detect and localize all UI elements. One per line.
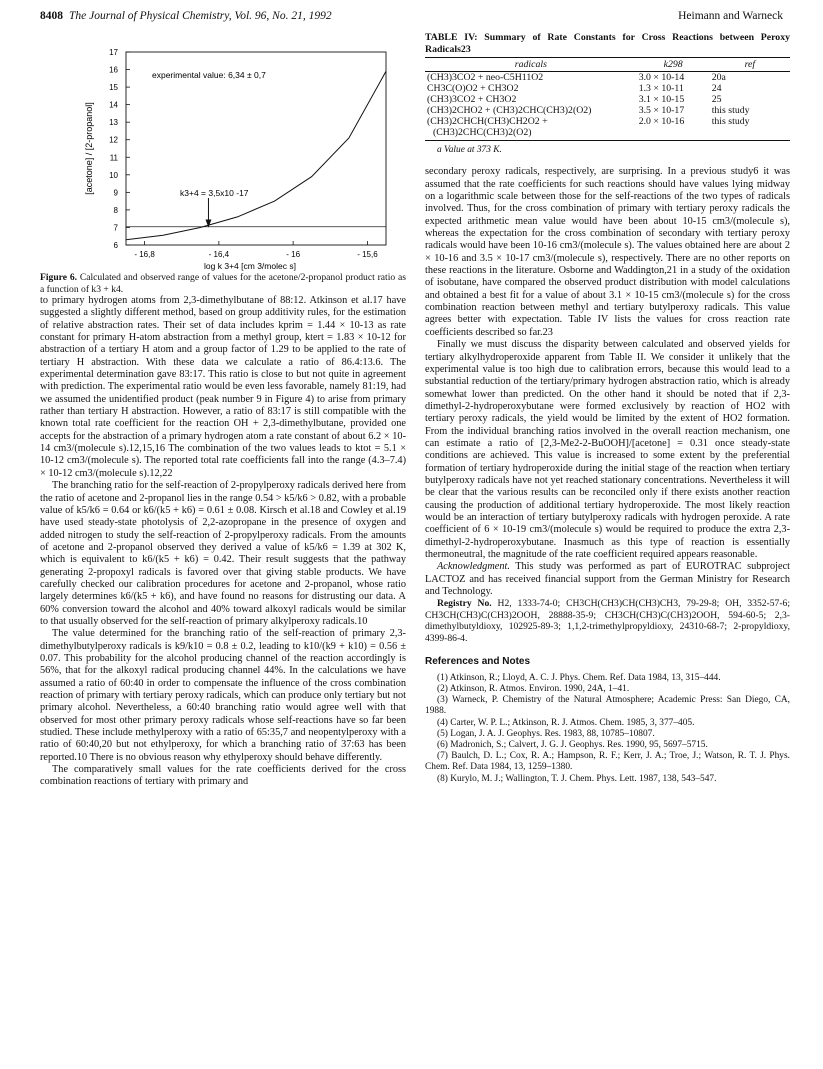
table-cell: CH3C(O)O2 + CH3O2 <box>427 83 519 94</box>
y-tick-label: 14 <box>109 100 118 110</box>
reference-item: (2) Atkinson, R. Atmos. Environ. 1990, 24A, 1–41. <box>437 683 630 694</box>
table-cell: (CH3)2CHC(CH3)2(O2) <box>425 127 637 141</box>
acknowledgment <box>425 561 790 598</box>
table-row <box>425 83 790 94</box>
reference-item: (4) Carter, W. P. L.; Atkinson, R. J. Atmos. Chem. 1985, 3, 377–405. <box>437 717 695 728</box>
table-cell: 3.0 × 10-14 <box>638 72 685 83</box>
reference-item: (1) Atkinson, R.; Lloyd, A. C. J. Phys. Chem. Ref. Data 1984, 13, 315–444. <box>437 672 721 683</box>
y-tick-label: 13 <box>109 118 118 128</box>
left-column <box>40 40 406 789</box>
figure-caption <box>40 272 406 295</box>
table-footnote: a Value at 373 K. <box>437 145 502 155</box>
plot-frame <box>126 52 386 245</box>
table-cell: 3.5 × 10-17 <box>638 105 685 116</box>
reference-item: (5) Logan, J. A. J. Geophys. Res. 1983, 88, 10785–10807. <box>437 728 655 739</box>
right-column <box>425 32 790 785</box>
x-tick-label: - 15,6 <box>357 250 378 259</box>
table-title: TABLE IV: Summary of Rate Constants for Cross Reactions between Peroxy Radicals23 <box>425 32 790 55</box>
references-heading: References and Notes <box>425 656 531 668</box>
y-tick-label: 11 <box>109 153 118 163</box>
figure-6 <box>40 40 406 272</box>
figure-caption-text: Calculated and observed range of values for the acetone/2-propanol product ratio as a function of k3 + k4. <box>40 272 406 295</box>
table-cell: (CH3)2CHO2 + (CH3)2CHC(CH3)2(O2) <box>427 105 592 116</box>
y-tick-label: 16 <box>109 65 118 75</box>
table-row <box>425 116 790 127</box>
y-axis-label: [acetone] / [2-propanol] <box>84 102 94 195</box>
table-cell: 3.1 × 10-15 <box>638 94 685 105</box>
table-header-radicals: radicals <box>425 58 637 72</box>
table-cell: (CH3)2CHCH(CH3)CH2O2 + <box>427 116 548 127</box>
series-line <box>126 71 386 239</box>
x-tick-label: - 16 <box>286 250 301 259</box>
acknowledgment-text: This study was performed as part of EUROTRAC subproject LACTOZ and has received financial support from the German Ministry for Research and Technology. <box>425 561 790 598</box>
table-cell: (CH3)3CO2 + neo-C5H11O2 <box>427 72 544 83</box>
table-cell: 25 <box>711 94 722 105</box>
x-tick-label: - 16,8 <box>134 250 155 259</box>
table-header-k298: k298 <box>637 58 710 72</box>
y-tick-label: 12 <box>109 135 118 145</box>
running-header <box>40 10 783 28</box>
acknowledgment-label: Acknowledgment. <box>437 561 510 573</box>
references-list <box>425 673 790 785</box>
left-paragraph-2: The branching ratio for the self-reaction of 2-propylperoxy radicals derived here from the ratio of acetone and 2-propanol lies in the range 0.54 > k5/k6 > 0.82, with a probable value of k5/k6 = 0.64 or k6/(k5 + k6) = 0.61 ± 0.08. Kirsch et al.18 and Cowley et al.19 have used steady-state photolysis of 2,2-azopropane in the presence of oxygen and added nitrogen to study the self-reaction of 2-propylperoxy radicals. From the amounts of acetone and 2-propanol observed they derived a value of k5/k6 = 1.39 at 302 K, which is equivalent to k6/(k5 + k6) = 0.42. Their result suggests that the pathway generating 2-propoxyl radicals is favored over that giving stable products. We have carefully checked our calibration procedures for acetone and 2-propanol, whose ratio largely determines k6/(k5 + k6), and have found no reasons for distrusting our data. A 60% conversion toward the alcohol and 40% toward alkoxyl radicals would be similar to that usually observed for the self-reaction of primary alkylperoxy radicals.10 <box>40 480 406 627</box>
table-cell: 2.0 × 10-16 <box>638 116 685 127</box>
y-tick-label: 15 <box>109 83 118 93</box>
right-paragraph-1: secondary peroxy radicals, respectively, are surprising. In a previous study6 it was assumed that the rate coefficients for such reactions should have values lying midway on a logarithmic scale between those for the self-reactions of the two types of radicals involved. Thus, for the cross combination of primary with tertiary peroxy radicals the expected arithmetic mean value would have been about 10-15 cm3/(molecule s), whereas the expectation for the cross combination of secondary with tertiary peroxy radicals would have been 10-16 cm3/(molecule s). The values obtained here are about 2 × 10-16 and 3.5 × 10-17 cm3/(molecule s), respectively. There are no other reports on these reactions in the literature. Osborne and Waddington,21 in a study of the oxidation of isobutane, have compared the observed product distribution with model calculations and obtained a best fit for a value of about 3.1 × 10-15 cm3/(molecule s) for the cross combination reaction between methyl and tertiary butylperoxy radicals. This value agrees better with expectation. Table IV lists the values for cross reaction rate coefficients described so far.23 <box>425 166 790 338</box>
figure-caption-label: Figure 6. <box>40 272 78 283</box>
reference-item: (7) Baulch, D. L.; Cox, R. A.; Hampson, R. F.; Kerr, J. A.; Troe, J.; Watson, R. T. J. Phys. Chem. Ref. Data 1984, 13, 1259–1380. <box>425 751 790 773</box>
table-row <box>425 94 790 105</box>
y-tick-label: 17 <box>109 48 118 57</box>
y-tick-label: 8 <box>113 205 118 215</box>
page-number: 8408 <box>40 10 63 22</box>
running-authors: Heimann and Warneck <box>678 10 783 22</box>
table-header-row <box>425 58 790 72</box>
registry-label: Registry No. <box>437 598 492 610</box>
reference-item: (6) Madronich, S.; Calvert, J. G. J. Geophys. Res. 1990, 95, 5697–5715. <box>437 739 708 750</box>
table-row <box>425 105 790 116</box>
table-cell: this study <box>711 105 750 116</box>
x-tick-label: - 16,4 <box>208 250 230 259</box>
table-cell: this study <box>711 116 750 127</box>
y-tick-label: 10 <box>109 170 118 180</box>
experimental-value-note: experimental value: 6,34 ± 0,7 <box>152 70 266 80</box>
table-cell: 20a <box>711 72 726 83</box>
k34-marker-label: k3+4 = 3,5x10 -17 <box>180 188 249 198</box>
left-paragraph-4: The comparatively small values for the rate coefficients derived for the cross combination reactions of tertiary with primary and <box>40 764 406 788</box>
table-header-ref: ref <box>710 58 790 72</box>
journal-citation: The Journal of Physical Chemistry, Vol. 96, No. 21, 1992 <box>69 10 332 22</box>
table-cell: (CH3)3CO2 + CH3O2 <box>427 94 517 105</box>
y-tick-label: 7 <box>113 223 118 233</box>
rate-constants-table <box>425 57 790 141</box>
table-cell <box>637 127 710 141</box>
registry-text: H2, 1333-74-0; CH3CH(CH3)CH(CH3)CH3, 79-29-8; OH, 3352-57-6; CH3CH(CH3)C(CH3)2OOH, 28888-35-9; CH3CH(CH3)C(CH3)2OOH, 594-60-5; 2,3-dimethylbutyldioxy, 102925-89-3; 1,1,2-trimethylpropyldioxy, 24310-68-7; 2-propyldioxy, 4399-86-4. <box>425 598 790 644</box>
left-paragraph-1: to primary hydrogen atoms from 2,3-dimethylbutane of 88:12. Atkinson et al.17 have suggested a slightly different method, based on group additivity rules, for the estimation of relative abstraction rates. Their set of data includes kprim = 1.44 × 10-13 as rate constant for primary H-atom abstraction from a methyl group, ktert = 1.83 × 10-12 for abstraction of a tertiary H atom and a group factor of 1.29 to be applied to the rate of tertiary H abstraction. With these data we calculate a ratio of 86.4:13.6. The experimental determination gave 83:17. This ratio is close to but not quite in agreement with prediction. The experimental ratio would be even less favorable, namely 81:19, had we assumed the unidentified product (peak number 9 in Figure 4) to arise from primary rather than tertiary H abstraction. However, a ratio of 83:17 is still compatible with the known total rate coefficient for the reaction OH + 2,3-dimethylbutane, provided one accepts for the abstraction of a primary hydrogen atom a rate constant of about 6.2 × 10-14 cm3/(molecule s).12,15,16 The combination of the two values leads to ktot = 5.1 × 10-12 cm3/(molecule s). The reported total rate coefficients fall into the range (4.3–7.4) × 10-12 cm3/(molecule s).12,22 <box>40 295 406 479</box>
reference-item: (8) Kurylo, M. J.; Wallington, T. J. Chem. Phys. Lett. 1987, 138, 543–547. <box>437 773 717 784</box>
table-cell <box>710 127 790 141</box>
y-tick-label: 9 <box>113 188 118 198</box>
table-row <box>425 127 790 141</box>
reference-item: (3) Warneck, P. Chemistry of the Natural Atmosphere; Academic Press: San Diego, CA, 1988. <box>425 695 790 717</box>
table-cell: 1.3 × 10-11 <box>638 83 684 94</box>
figure-6-chart <box>40 40 406 272</box>
registry-numbers <box>425 598 790 644</box>
table-cell: 24 <box>711 83 722 94</box>
left-paragraph-3: The value determined for the branching ratio of the self-reaction of primary 2,3-dimethylbutylperoxy radicals is k9/k10 = 0.8 ± 0.2, leading to k10/(k9 + k10) = 0.56 ± 0.07. This probability for the alcohol producing channel of the reaction accordingly is 56%, that for the alkoxyl radical producing channel 44%. In the calculations we have assumed a ratio of 60:40 in order to compensate the influence of the cross combination reaction of primary with tertiary peroxy radicals, which can produce only tertiary but not primary alcohol. Nevertheless, a 60:40 branching ratio would agree well with that observed for most other primary peroxy radicals whose self-reactions have so far been studied. These include methylperoxy with a ratio of 65:35,7 and neopentylperoxy with a ratio of 60:40,20 but not ethylperoxy, for which a branching ratio of 37:63 has been reported.10 There is no obvious reason why ethylperoxy should behave differently. <box>40 628 406 763</box>
x-axis-label: log k 3+4 [cm 3/molec s] <box>204 261 296 271</box>
right-paragraph-2: Finally we must discuss the disparity between calculated and observed yields for tertiary alkylhydroperoxide apparent from Table II. We consider it unlikely that the experimental value is too high due to calibration errors, because this would lead to a substantial reduction of the tertiary/primary hydrogen abstraction ratio, which is already somewhat lower than predicted. On the other hand it should be noted that if 2,3-dimethyl-2-hydroperoxybutane were formed exclusively by reaction of HO2 with tertiary peroxy radicals, the yield would be limited by the extent of HO2 formation. From the individual branching ratios involved in the overall reaction mechanism, one can estimate a ratio of [2,3-Me2-2-BuOOH]/[acetone] = 0.31 once steady-state conditions are achieved. This value is increased to some extent by the preferential formation of tertiary hydroperoxide during the initial stage of the reaction when tertiary butylperoxy radicals have not yet reached stationary concentrations. Nevertheless it will be clear that the various results can be reconciled only if there exists another reaction causing the production of additional tertiary hydroperoxide. The most likely reaction would be an interaction of tertiary butylperoxy radicals with hydrogen peroxide. A rate coefficient of 6 × 10-19 cm3/(molecule s) would be required to produce the extra 2,3-dimethyl-2-hydroperoxybutane. Inasmuch as this type of reaction is essentially thermoneutral, the magnitude of the rate coefficient required appears reasonable. <box>425 339 790 560</box>
table-row <box>425 72 790 84</box>
y-tick-label: 6 <box>113 241 118 250</box>
